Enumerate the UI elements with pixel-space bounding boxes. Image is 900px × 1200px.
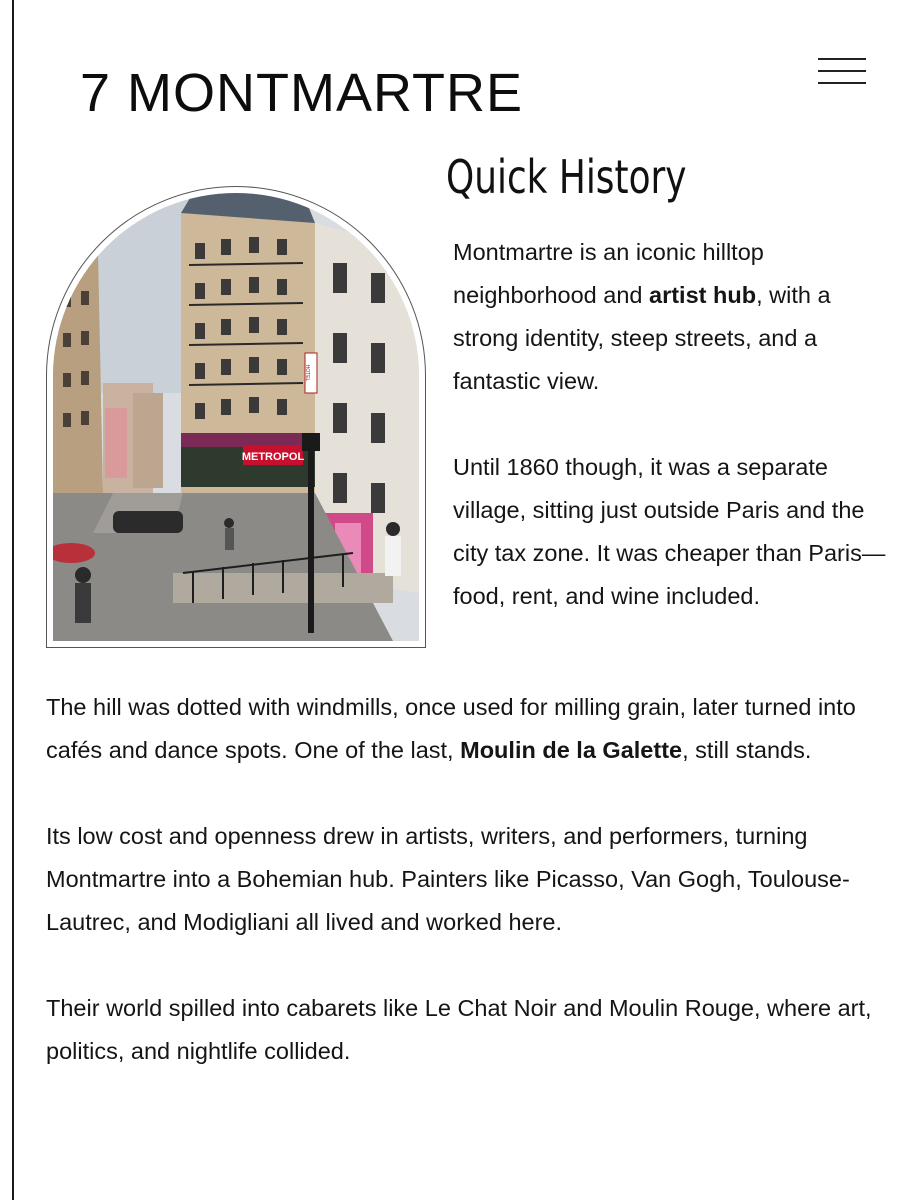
page-left-border [12,0,14,1200]
text-span: , with a strong identity, steep streets, and a fantastic view. [453,282,831,394]
bold-artist-hub: artist hub [649,282,757,308]
hotel-sign-text: HOTEL [304,364,310,382]
menu-line [818,70,866,72]
body-paragraph-artists: Its low cost and openness drew in artists, writers, and performers, turning Montmartre into a Bohemian hub. Painters like Picasso, Van Gogh, Toulouse-Lautrec, and Modigliani all lived and worked here. [46,823,850,935]
arch-photo-frame [46,186,426,648]
menu-line [818,82,866,84]
body-paragraph-windmills [46,686,894,772]
page-title: 7 MONTMARTRE [80,63,524,123]
text-span: , still stands. [682,737,812,763]
menu-line [818,58,866,60]
body-paragraph-cabarets: Their world spilled into cabarets like Le Chat Noir and Moulin Rouge, where art, politics, and nightlife collided. [46,995,872,1064]
intro-paragraph-1 [453,231,893,403]
montmartre-street-photo [53,193,419,641]
hamburger-menu-icon[interactable] [816,56,870,90]
section-heading: Quick History [446,150,687,204]
text-span: The hill was dotted with windmills, once used for milling grain, later turned into cafés and dance spots. One of the last, [46,694,856,763]
metro-sign-text: METROPOL [241,451,305,463]
intro-paragraph-2: Until 1860 though, it was a separate village, sitting just outside Paris and the city tax zone. It was cheaper than Paris—food, rent, and wine included. [453,454,886,609]
body-text [46,686,894,1073]
intro-text [453,231,893,618]
bold-moulin-de-la-galette: Moulin de la Galette [460,737,683,763]
text-span: Montmartre is an iconic hilltop neighborhood and [453,239,764,308]
